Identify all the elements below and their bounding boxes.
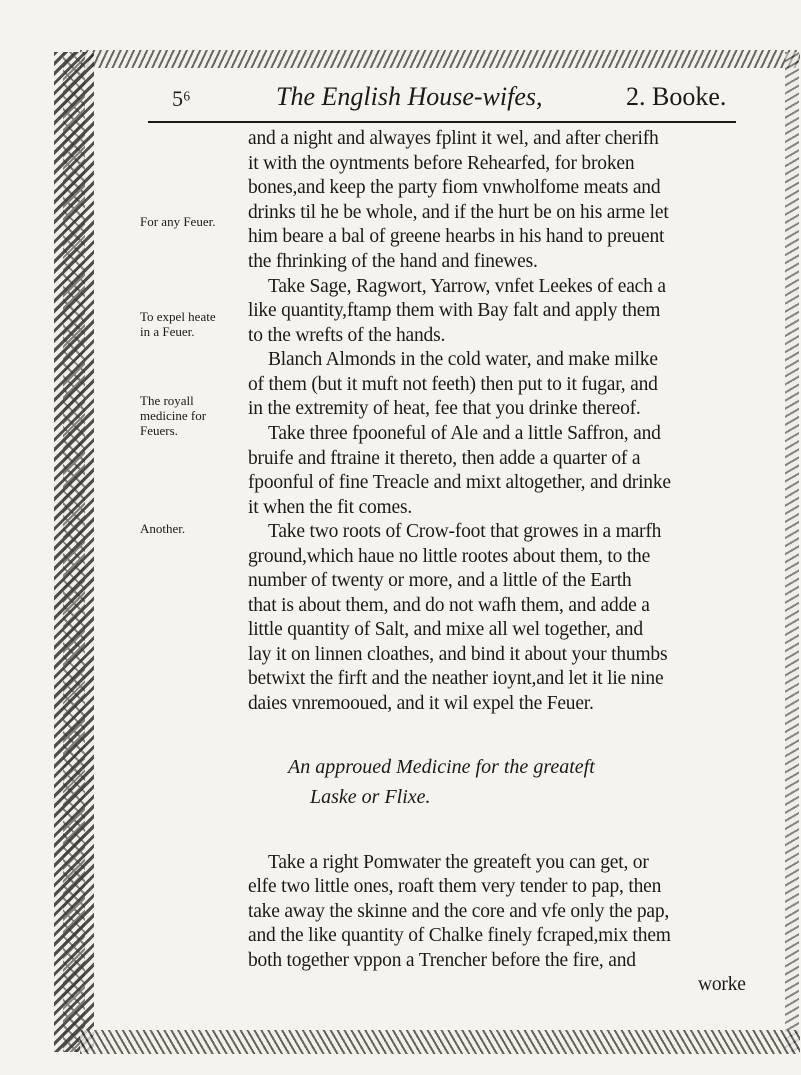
margin-note: Another. xyxy=(140,521,186,536)
text-line: drinks til he be whole, and if the hurt be on his arme let xyxy=(248,202,669,223)
margin-note: The royall medicine for Feuers. xyxy=(140,393,207,438)
section-heading: An approued Medicine for the greateft xyxy=(288,756,595,778)
header-rule xyxy=(148,121,736,123)
book-label: 2. Booke. xyxy=(626,82,727,111)
text-line: like quantity,ftamp them with Bay falt and apply them xyxy=(248,300,661,321)
text-line: bones,and keep the party fiom vnwholfome meats and xyxy=(248,177,661,198)
text-line: number of twenty or more, and a little of the Earth xyxy=(248,570,632,591)
text-line: it with the oyntments before Rehearfed, for broken xyxy=(248,153,635,174)
page-number: 5⁶ xyxy=(172,86,191,111)
text-line: Take a right Pomwater the greateft you can get, or xyxy=(268,852,649,873)
text-line: Take two roots of Crow-foot that growes in a marfh xyxy=(268,521,662,542)
text-line: little quantity of Salt, and mixe all wel together, and xyxy=(248,619,643,640)
section-heading: Laske or Flixe. xyxy=(310,786,431,808)
text-line: take away the skinne and the core and vfe only the pap, xyxy=(248,901,670,922)
text-line: betwixt the firft and the neather ioynt,and let it lie nine xyxy=(248,668,664,689)
text-line: Take three fpooneful of Ale and a little Saffron, and xyxy=(268,423,661,444)
text-line: bruife and ftraine it thereto, then adde a quarter of a xyxy=(248,448,641,469)
text-line: to the wrefts of the hands. xyxy=(248,325,446,346)
text-line: the fhrinking of the hand and finewes. xyxy=(248,251,538,272)
text-line: him beare a bal of greene hearbs in his hand to preuent xyxy=(248,226,665,247)
text-line: daies vnremooued, and it wil expel the Feuer. xyxy=(248,693,594,714)
margin-note: For any Feuer. xyxy=(140,214,216,229)
catchword: worke xyxy=(698,974,746,995)
text-line: fpoonful of fine Treacle and mixt altogether, and drinke xyxy=(248,472,671,493)
text-line: Take Sage, Ragwort, Yarrow, vnfet Leekes of each a xyxy=(268,276,666,297)
text-line: ground,which haue no little rootes about them, to the xyxy=(248,546,651,567)
woodcut-border-left xyxy=(54,52,94,1052)
text-line: in the extremity of heat, fee that you drinke thereof. xyxy=(248,398,641,419)
text-line: that is about them, and do not wafh them, and adde a xyxy=(248,595,650,616)
running-title: The English House-wifes, xyxy=(276,82,543,111)
margin-note: To expel heate in a Feuer. xyxy=(140,309,216,339)
woodcut-border-top xyxy=(80,50,800,68)
text-line: and the like quantity of Chalke finely fcraped,mix them xyxy=(248,925,671,946)
text-line: and a night and alwayes fplint it wel, and after cherifh xyxy=(248,128,659,149)
page-header xyxy=(150,78,740,118)
text-line: it when the fit comes. xyxy=(248,497,413,518)
woodcut-border-bottom xyxy=(80,1030,800,1054)
text-line: both together vppon a Trencher before the fire, and xyxy=(248,950,636,971)
text-line: elfe two little ones, roaft them very tender to pap, then xyxy=(248,876,662,897)
woodcut-border-right xyxy=(785,52,799,1052)
text-line: of them (but it muft not feeth) then put to it fugar, and xyxy=(248,374,658,395)
text-line: Blanch Almonds in the cold water, and make milke xyxy=(268,349,658,370)
text-line: lay it on linnen cloathes, and bind it about your thumbs xyxy=(248,644,668,665)
